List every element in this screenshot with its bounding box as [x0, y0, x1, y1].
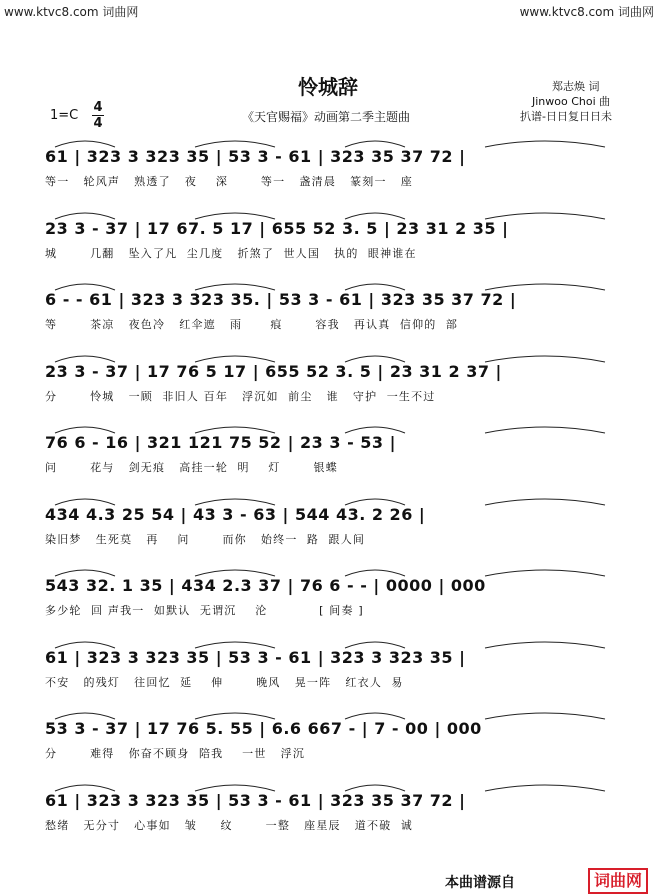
time-signature-bottom: 4	[93, 116, 103, 131]
time-signature	[92, 101, 104, 130]
notation-line: 23 3 - 37 | 17 76 5 17 | 655 52 3. 5 | 23 31 2 37 |	[45, 362, 502, 381]
notation-line: 76 6 - 16 | 321 121 75 52 | 23 3 - 53 |	[45, 433, 396, 452]
notation-line: 53 3 - 37 | 17 76 5. 55 | 6.6 667 - | 7 - 00 | 000	[45, 719, 482, 738]
lyrics-line: 等 茶凉 夜色冷 红伞遮 雨 痕 容我 再认真 信仰的 部	[45, 318, 459, 331]
lyrics-line: 愁绪 无分寸 心事如 皱 纹 一整 座星辰 道不破 诚	[45, 819, 413, 832]
lyrics-line: 多少轮 回 声我一 如默认 无谓沉 沦 [ 间奏 ]	[45, 604, 364, 617]
song-subtitle: 《天官赐福》动画第二季主题曲	[242, 110, 411, 124]
lyrics-line: 问 花与 剑无痕 高挂一轮 明 灯 银蝶	[45, 461, 338, 474]
notation-line: 23 3 - 37 | 17 67. 5 17 | 655 52 3. 5 | 23 31 2 35 |	[45, 219, 509, 238]
lyrics-line: 分 难得 你奋不顾身 陪我 一世 浮沉	[45, 747, 306, 760]
composer-credit: Jinwoo Choi 曲	[532, 95, 611, 108]
lyrics-line: 不安 的残灯 往回忆 延 伸 晚风 晃一阵 红衣人 易	[45, 676, 404, 689]
key-signature: 1=C	[50, 108, 79, 123]
site-watermark-left: www.ktvc8.com 词曲网	[4, 5, 139, 19]
lyrics-line: 分 怜城 一顾 非旧人 百年 浮沉如 前尘 谁 守护 一生不过	[45, 390, 436, 403]
lyricist-credit: 郑志焕 词	[552, 80, 600, 93]
notation-line: 434 4.3 25 54 | 43 3 - 63 | 544 43. 2 26 |	[45, 505, 426, 524]
notation-line: 543 32. 1 35 | 434 2.3 37 | 76 6 - - | 0000 | 000	[45, 576, 486, 595]
notation-line: 61 | 323 3 323 35 | 53 3 - 61 | 323 35 37 72 |	[45, 791, 466, 810]
lyrics-line: 染旧梦 生死莫 再 问 而你 始终一 路 跟人间	[45, 533, 366, 546]
lyrics-line: 城 几翻 坠入了凡 尘几度 折煞了 世人国 执的 眼神谁在	[45, 247, 417, 260]
song-title: 怜城辞	[298, 75, 358, 99]
source-label: 本曲谱源自	[445, 875, 515, 891]
site-logo: 词曲网	[588, 868, 648, 894]
notation-line: 61 | 323 3 323 35 | 53 3 - 61 | 323 3 323 35 |	[45, 648, 466, 667]
site-watermark-right: www.ktvc8.com 词曲网	[519, 5, 654, 19]
notation-line: 61 | 323 3 323 35 | 53 3 - 61 | 323 35 37 72 |	[45, 147, 466, 166]
time-signature-top: 4	[93, 100, 103, 115]
lyrics-line: 等一 轮风声 熟透了 夜 深 等一 盏清晨 篆刻一 座	[45, 175, 413, 188]
notation-line: 6 - - 61 | 323 3 323 35. | 53 3 - 61 | 323 35 37 72 |	[45, 290, 517, 309]
transcriber-credit: 扒谱-日日复日日未	[520, 110, 612, 123]
